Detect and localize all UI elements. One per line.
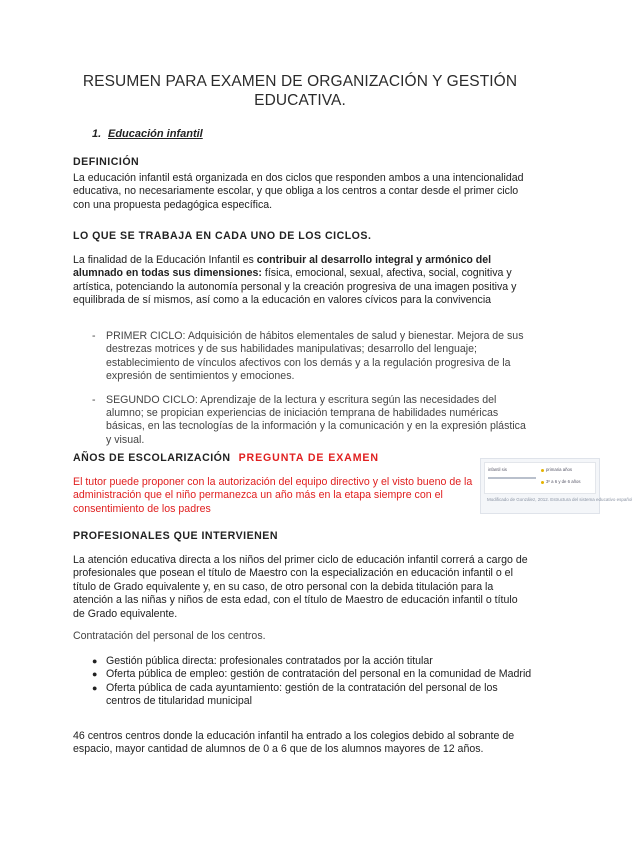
bullet-dot-icon [541, 481, 544, 484]
ciclos-intro-end: física, emocional, sexual, afectiva, social, cognitiva y artística, potenciando la autonomía personal y la creación progresiva de una imagen positiva y equilibrada de sí mismos, así como a la educación en valores cívicos para la convivencia [73, 267, 517, 307]
definicion-text: La educación infantil está organizada en dos ciclos que responden ambos a una intencionalidad educativa, no necesariamente escolar, y que obliga a los centros a contar desde el primer ciclo con una propuesta pedagógica específica. [73, 172, 524, 211]
list-item-text: SEGUNDO CICLO: Aprendizaje de la lectura y escritura según las necesidades del alumno; se propician experiencias de iniciación temprana de habilidades numéricas básicas, en las tecnologías de la información y la comunicación y en la expresión plástica y visual. [106, 393, 526, 446]
closing-text: 46 centros centros donde la educación infantil ha entrado a los colegios debido al sobrante de espacio, mayor cantidad de alumnos de 0 a 6 que de los alumnos mayores de 12 años. [73, 730, 515, 756]
thumbnail-label-a: infantil sis [488, 467, 507, 472]
list-item [92, 330, 532, 384]
bullet-icon: ● [92, 669, 98, 680]
section-number: 1. [92, 128, 102, 140]
ciclos-intro-bold: contribuir al desarrollo integral y armónico del alumnado en todas sus dimensiones: [73, 254, 492, 280]
bullet-icon: ● [92, 656, 98, 666]
thumbnail-line [488, 477, 536, 479]
ciclos-intro-start: La finalidad de la Educación Infantil es [73, 254, 257, 266]
ciclos-list [92, 330, 532, 457]
thumbnail-label-b: primaria años [546, 467, 573, 472]
list-item-text: Oferta pública de cada ayuntamiento: gestión de la contratación del personal de los centros de titularidad municipal [106, 681, 498, 708]
definicion-heading: DEFINICIÓN [73, 156, 140, 168]
bullet-dot-icon [541, 469, 544, 472]
list-item-text: PRIMER CICLO: Adquisición de hábitos elementales de salud y bienestar. Mejora de sus destrezas motrices y de sus habilidades manipulativas; desarrollo del lenguaje; establecimiento de vínculos afectivos con los demás y a la regulación progresiva de la expresión de sentimientos y emociones. [106, 330, 524, 383]
section-label: Educación infantil [108, 128, 203, 140]
profesionales-heading: PROFESIONALES QUE INTERVIENEN [73, 530, 279, 542]
dash-marker: - [92, 393, 96, 406]
thumbnail-caption: Modificado de González, 2012. Estructura del sistema educativo español [487, 497, 632, 502]
anos-heading-label: AÑOS DE ESCOLARIZACIÓN [73, 452, 231, 464]
bullet-icon: ● [92, 682, 98, 693]
anos-heading [73, 452, 379, 465]
list-item-text: Oferta pública de empleo: gestión de contratación del personal en la comunidad de Madrid [106, 668, 532, 681]
list-item [92, 682, 532, 709]
dash-marker: - [92, 330, 96, 342]
section-heading [92, 128, 203, 141]
list-item [92, 668, 532, 681]
thumbnail-panel [484, 462, 596, 494]
list-item [92, 394, 532, 448]
anos-text: El tutor puede proponer con la autorización del equipo directivo y el visto bueno de la administración que el niño permanezca un año más en la etapa siempre con el consentimiento de los padres [73, 476, 473, 515]
contratacion-text: Contratación del personal de los centros. [73, 630, 266, 642]
ciclos-heading: LO QUE SE TRABAJA EN CADA UNO DE LOS CICLOS. [73, 230, 372, 242]
list-item-text: Gestión pública directa: profesionales contratados por la acción titular [106, 655, 433, 667]
ciclos-intro [73, 254, 528, 308]
list-item [92, 655, 532, 668]
diagram-thumbnail [480, 458, 632, 514]
thumbnail-label-c: 3º a 6 y de 6 años [546, 479, 581, 484]
profesionales-text: La atención educativa directa a los niños del primer ciclo de educación infantil correrá a cargo de profesionales que posean el título de Maestro con la especialización en educación infantil o el título de Grado equivalente y, en su caso, de otro personal con la debida titulación para la atención a las niñas y niños de esta edad, con el título de Maestro de educación infantil o título de Grado equivalente. [73, 554, 528, 620]
contratacion-list [92, 655, 532, 709]
document-title: RESUMEN PARA EXAMEN DE ORGANIZACIÓN Y GESTIÓN EDUCATIVA. [82, 73, 518, 109]
exam-question-tag: PREGUNTA DE EXAMEN [238, 452, 379, 464]
